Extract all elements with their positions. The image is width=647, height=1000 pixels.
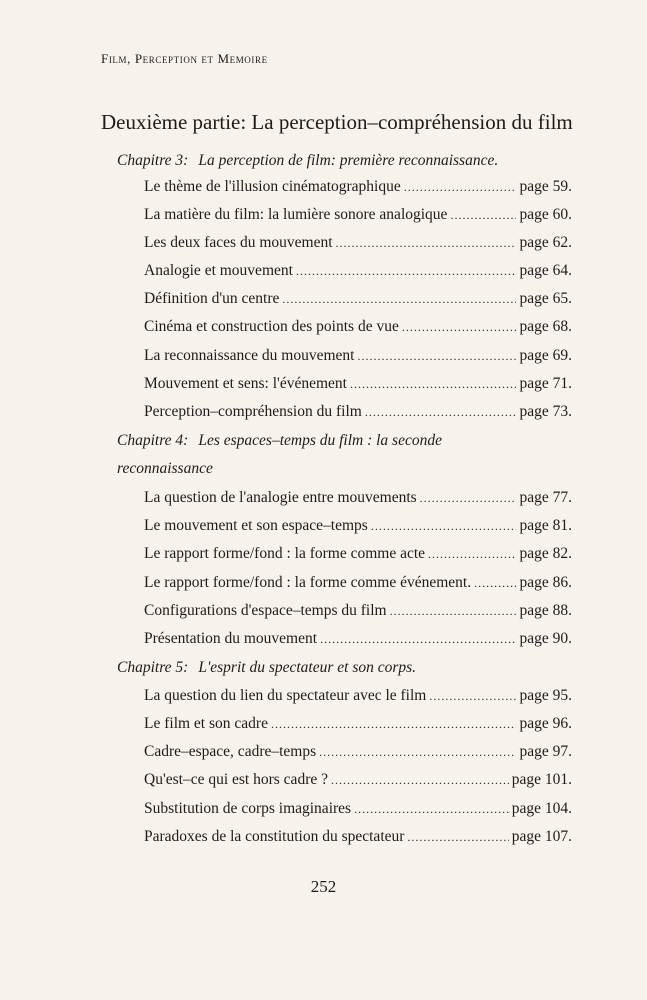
chapter-heading xyxy=(117,659,577,677)
toc-entry-title: Cinéma et construction des points de vue xyxy=(144,318,399,335)
toc-entry xyxy=(144,574,572,592)
dot-leader xyxy=(404,180,517,195)
toc-entry xyxy=(144,517,572,535)
dot-leader xyxy=(350,377,517,392)
toc-entry xyxy=(144,743,572,761)
toc-entry-title: Définition d'un centre xyxy=(144,290,280,307)
toc-entry-title: La question de l'analogie entre mouvements xyxy=(144,489,417,506)
toc-entry xyxy=(144,545,572,563)
toc-entry-title: Cadre–espace, cadre–temps xyxy=(144,743,317,760)
dot-leader xyxy=(331,773,509,788)
toc-entry xyxy=(144,318,572,336)
running-header: Film, Perception et Memoire xyxy=(101,51,268,66)
toc-entry xyxy=(144,178,572,196)
toc-entry xyxy=(144,375,572,393)
toc-entry-page: page 101. xyxy=(511,771,572,788)
dot-leader xyxy=(282,292,516,307)
toc-entry-page: page 82. xyxy=(519,545,572,562)
dot-leader xyxy=(319,745,516,760)
chapter-heading xyxy=(117,432,577,450)
chapter-heading xyxy=(117,152,577,170)
toc-entry-title: Substitution de corps imaginaires xyxy=(144,800,352,817)
toc-entry-title: Analogie et mouvement xyxy=(144,262,293,279)
toc-entry-page: page 71. xyxy=(519,375,572,392)
toc-entry-title: Qu'est–ce qui est hors cadre ? xyxy=(144,771,328,788)
toc-entry-page: page 81. xyxy=(519,517,572,534)
toc-entry-page: page 77. xyxy=(519,489,572,506)
toc-entry-title: Présentation du mouvement xyxy=(144,630,318,647)
toc-entry xyxy=(144,771,572,789)
toc-entry-title: La question du lien du spectateur avec le film xyxy=(144,687,427,704)
toc-entry-title: Le thème de l'illusion cinématographique xyxy=(144,178,401,195)
toc-entry xyxy=(144,630,572,648)
toc-entry-title: Le rapport forme/fond : la forme comme acte xyxy=(144,545,426,562)
toc-entry-page: page 64. xyxy=(519,262,572,279)
chapter-title-continuation: reconnaissance xyxy=(117,460,213,477)
page-number: 252 xyxy=(310,877,337,896)
dot-leader xyxy=(428,547,516,562)
toc-entry xyxy=(144,489,572,507)
toc-entry-page: page 86. xyxy=(519,574,572,591)
toc-entry-page: page 69. xyxy=(519,347,572,364)
toc-entry xyxy=(144,800,572,818)
chapter-number: Chapitre 3: xyxy=(117,152,189,169)
toc-entry-page: page 65. xyxy=(519,290,572,307)
chapter-title: Les espaces–temps du film : la seconde xyxy=(198,432,442,449)
toc-entry xyxy=(144,602,572,620)
toc-entry-title: Les deux faces du mouvement xyxy=(144,234,333,251)
dot-leader xyxy=(336,236,517,251)
toc-entry-title: Le rapport forme/fond : la forme comme événement. xyxy=(144,574,472,591)
dot-leader xyxy=(402,320,517,335)
toc-entry xyxy=(144,403,572,421)
dot-leader xyxy=(420,491,517,506)
dot-leader xyxy=(296,264,517,279)
toc-entry-title: Le mouvement et son espace–temps xyxy=(144,517,368,534)
toc-entry-title: Mouvement et sens: l'événement xyxy=(144,375,347,392)
chapter-number: Chapitre 5: xyxy=(117,659,189,676)
dot-leader xyxy=(429,689,516,704)
toc-entry xyxy=(144,262,572,280)
toc-entry-page: page 62. xyxy=(519,234,572,251)
toc-entry-title: Le film et son cadre xyxy=(144,715,268,732)
toc-entry xyxy=(144,290,572,308)
toc-entry-page: page 68. xyxy=(519,318,572,335)
chapter-title: La perception de film: première reconnaissance. xyxy=(198,152,499,169)
toc-entry-page: page 97. xyxy=(519,743,572,760)
toc-entry-page: page 59. xyxy=(519,178,572,195)
dot-leader xyxy=(371,519,517,534)
chapter-number: Chapitre 4: xyxy=(117,432,189,449)
dot-leader xyxy=(474,576,516,591)
dot-leader xyxy=(365,405,517,420)
toc-entry-page: page 96. xyxy=(519,715,572,732)
part-title: Deuxième partie: La perception–compréhension du film xyxy=(101,110,573,134)
toc-entry xyxy=(144,234,572,252)
toc-entry-page: page 90. xyxy=(519,630,572,647)
dot-leader xyxy=(320,632,516,647)
dot-leader xyxy=(407,830,508,845)
dot-leader xyxy=(271,717,517,732)
chapter-title: L'esprit du spectateur et son corps. xyxy=(198,659,417,676)
toc-entry xyxy=(144,828,572,846)
toc-entry-title: Perception–compréhension du film xyxy=(144,403,362,420)
toc-entry-page: page 88. xyxy=(519,602,572,619)
toc-entry xyxy=(144,687,572,705)
dot-leader xyxy=(357,349,516,364)
toc-entry xyxy=(144,206,572,224)
toc-entry-title: La reconnaissance du mouvement xyxy=(144,347,355,364)
toc-entry-title: Paradoxes de la constitution du spectateur xyxy=(144,828,405,845)
dot-leader xyxy=(354,802,509,817)
toc-entry-page: page 107. xyxy=(511,828,572,845)
toc-entry-page: page 104. xyxy=(511,800,572,817)
toc-entry xyxy=(144,347,572,365)
dot-leader xyxy=(450,208,516,223)
toc-entry-page: page 60. xyxy=(519,206,572,223)
toc-entry-title: Configurations d'espace–temps du film xyxy=(144,602,387,619)
toc-entry-page: page 95. xyxy=(519,687,572,704)
toc-entry-title: La matière du film: la lumière sonore analogique xyxy=(144,206,448,223)
dot-leader xyxy=(390,604,517,619)
toc-entry xyxy=(144,715,572,733)
toc-entry-page: page 73. xyxy=(519,403,572,420)
